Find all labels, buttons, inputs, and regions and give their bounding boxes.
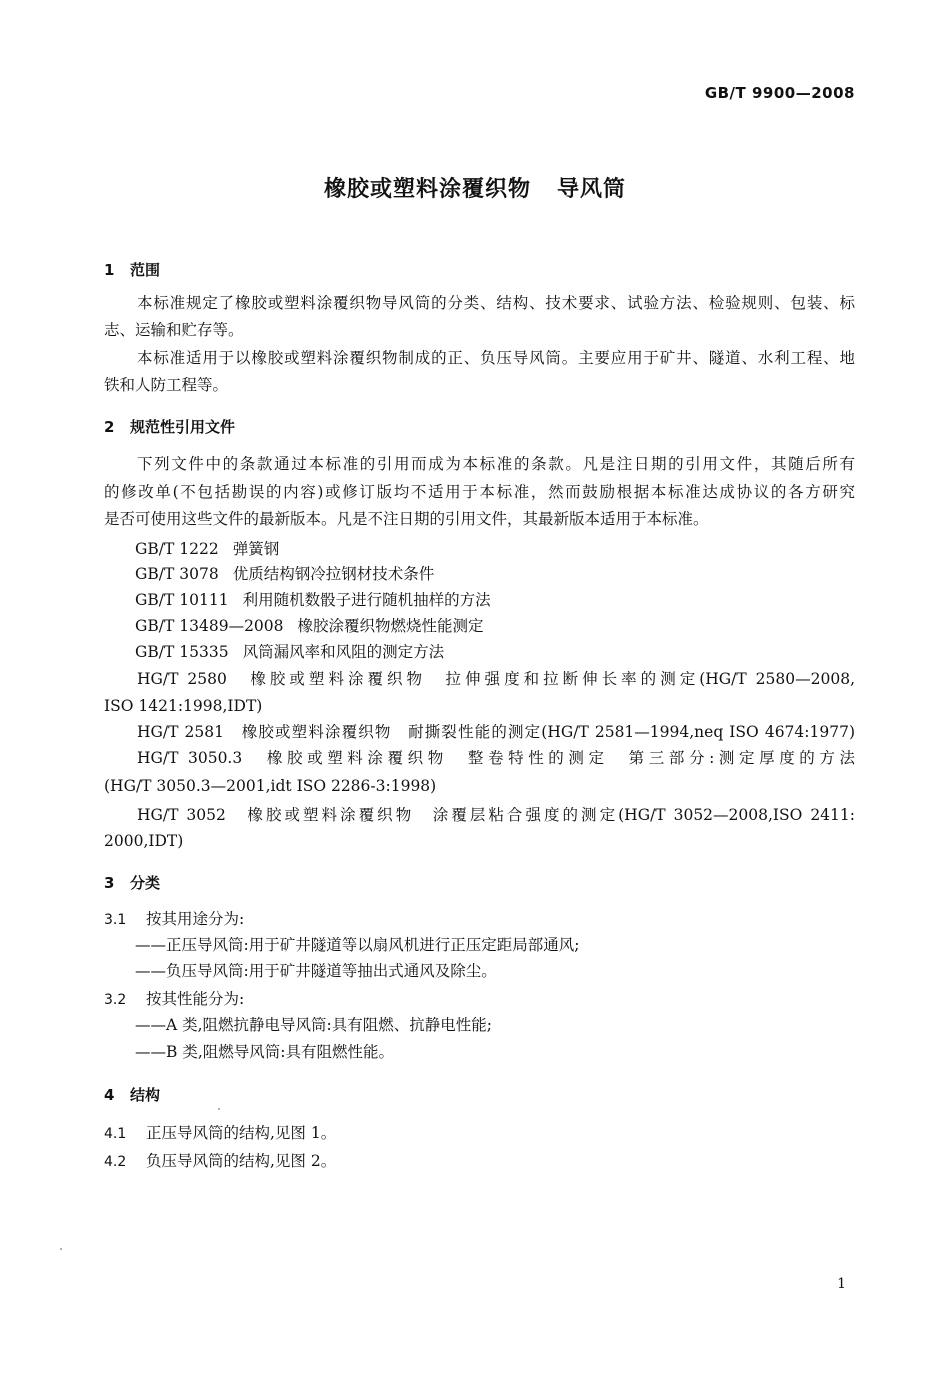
sec2-intro-line1: 下列文件中的条款通过本标准的引用而成为本标准的条款。凡是注日期的引用文件，其随后所有 xyxy=(137,455,855,473)
ref-item: GB/T 13489—2008 橡胶涂覆织物燃烧性能测定 xyxy=(135,617,484,635)
section-4-heading: 4 结构 xyxy=(104,1086,161,1104)
sec1-para1-line2: 志、运输和贮存等。 xyxy=(104,321,244,339)
sec1-para2-line1: 本标准适用于以橡胶或塑料涂覆织物制成的正、负压导风筒。主要应用于矿井、隧道、水利工程、地 xyxy=(137,349,855,367)
standard-number: GB/T 9900—2008 xyxy=(704,84,855,102)
ref-item: GB/T 3078 优质结构钢冷拉钢材技术条件 xyxy=(135,565,435,583)
list-item: ——B 类,阻燃导风筒:具有阻燃性能。 xyxy=(135,1043,394,1061)
ref-hg3052-line1: HG/T 3052 橡胶或塑料涂覆织物 涂覆层粘合强度的测定(HG/T 3052—2008,ISO 2411: xyxy=(137,806,855,824)
ref-item: GB/T 1222 弹簧钢 xyxy=(135,540,280,558)
clause-4-2: 4.2 负压导风筒的结构,见图 2。 xyxy=(104,1152,337,1170)
sec2-intro-line2: 的修改单(不包括勘误的内容)或修订版均不适用于本标准，然而鼓励根据本标准达成协议的各方研究 xyxy=(104,483,855,501)
section-1-heading: 1 范围 xyxy=(104,261,161,279)
ref-item: GB/T 15335 风筒漏风率和风阻的测定方法 xyxy=(135,643,445,661)
list-item: ——正压导风筒:用于矿井隧道等以扇风机进行正压定距局部通风; xyxy=(135,936,580,954)
title-main: 橡胶或塑料涂覆织物 xyxy=(323,177,531,202)
list-item: ——负压导风筒:用于矿井隧道等抽出式通风及除尘。 xyxy=(135,962,497,980)
ref-hg3050-line2: (HG/T 3050.3—2001,idt ISO 2286-3:1998) xyxy=(104,777,437,795)
sec2-intro-line3: 是否可使用这些文件的最新版本。凡是不注日期的引用文件，其最新版本适用于本标准。 xyxy=(104,510,709,528)
ref-hg2580-line1: HG/T 2580 橡胶或塑料涂覆织物 拉伸强度和拉断伸长率的测定(HG/T 2580—2008, xyxy=(137,670,855,688)
section-2-heading: 2 规范性引用文件 xyxy=(104,418,236,436)
scan-speck xyxy=(60,1248,62,1250)
section-3-heading: 3 分类 xyxy=(104,874,161,892)
ref-hg2581: HG/T 2581 橡胶或塑料涂覆织物 耐撕裂性能的测定(HG/T 2581—1994,neq ISO 4674:1977) xyxy=(137,723,855,741)
sec1-para1-line1: 本标准规定了橡胶或塑料涂覆织物导风筒的分类、结构、技术要求、试验方法、检验规则、包装、标 xyxy=(137,294,855,312)
clause-3-1: 3.1 按其用途分为: xyxy=(104,910,245,928)
document-title xyxy=(0,172,950,203)
ref-hg3050-line1: HG/T 3050.3 橡胶或塑料涂覆织物 整卷特性的测定 第三部分:测定厚度的方法 xyxy=(137,749,855,767)
ref-hg2580-line2: ISO 1421:1998,IDT) xyxy=(104,697,263,715)
clause-3-2: 3.2 按其性能分为: xyxy=(104,990,245,1008)
title-sub: 导风筒 xyxy=(557,177,627,202)
ref-hg3052-line2: 2000,IDT) xyxy=(104,832,184,850)
clause-4-1: 4.1 正压导风筒的结构,见图 1。 xyxy=(104,1124,337,1142)
list-item: ——A 类,阻燃抗静电导风筒:具有阻燃、抗静电性能; xyxy=(135,1016,492,1034)
scan-speck xyxy=(218,1108,220,1110)
ref-item: GB/T 10111 利用随机数骰子进行随机抽样的方法 xyxy=(135,591,491,609)
page-number: 1 xyxy=(837,1276,846,1292)
sec1-para2-line2: 铁和人防工程等。 xyxy=(104,376,229,394)
